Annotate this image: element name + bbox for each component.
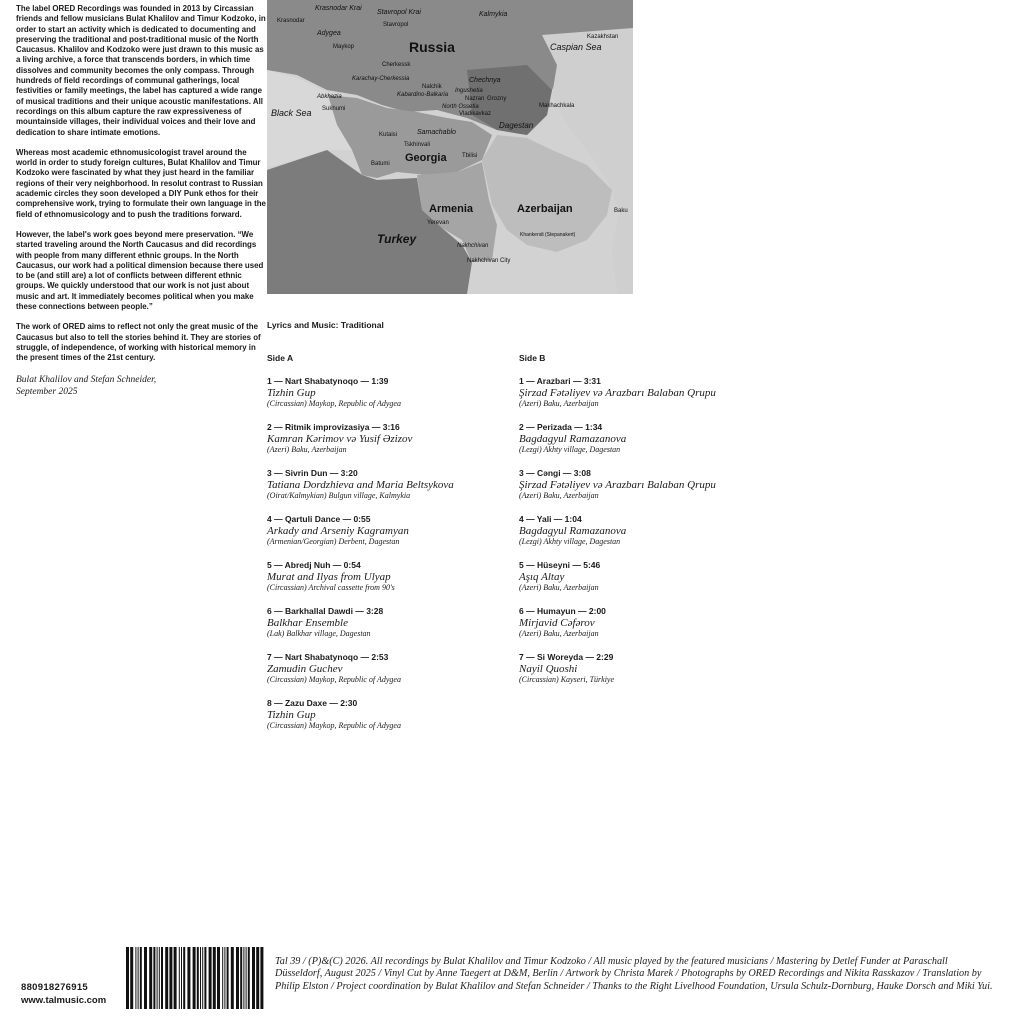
barcode-bar	[260, 947, 263, 1009]
city-nalchik: Nalchik	[422, 84, 442, 90]
barcode-bar	[248, 947, 250, 1009]
track-item	[519, 560, 769, 606]
track-item	[267, 514, 517, 560]
barcode-bar	[149, 947, 152, 1009]
track-location: (Azeri) Baku, Azerbaijan	[267, 445, 347, 454]
track-artist: Bagdagyul Ramazanova	[519, 525, 627, 537]
track-item	[519, 376, 769, 422]
track-location: (Lak) Balkhar village, Dagestan	[267, 629, 371, 638]
barcode-bar	[161, 947, 163, 1009]
barcode-bar	[183, 947, 185, 1009]
barcode-bar	[209, 947, 212, 1009]
label-north-ossetia: North Ossetia	[442, 104, 479, 110]
label-karachay: Karachay-Cherkessia	[352, 76, 410, 82]
city-stavropol: Stavropol	[383, 22, 409, 28]
website-link: www.talmusic.com	[21, 995, 107, 1006]
essay-column	[16, 4, 266, 398]
barcode-bar	[144, 947, 147, 1009]
caucasus-map	[267, 0, 633, 294]
track-title: 7 — Nart Shabatynoqo — 2:53	[267, 652, 389, 662]
barcode-bar	[174, 947, 177, 1009]
track-item	[267, 422, 517, 468]
city-vladikavkaz: Vladikavkaz	[459, 111, 492, 117]
track-title: 5 — Hüseyni — 5:46	[519, 560, 601, 570]
track-title: 4 — Yali — 1:04	[519, 514, 582, 524]
label-georgia: Georgia	[405, 152, 447, 164]
track-location: (Azeri) Baku, Azerbaijan	[519, 629, 599, 638]
label-dagestan: Dagestan	[499, 121, 534, 130]
track-artist: Aşıq Altay	[519, 571, 565, 583]
essay-paragraph-3: However, the label's work goes beyond mere preservation. “We started traveling around the North Caucasus and did recordings with people from many different ethnic groups. In the North Caucasus, our work had a political dimension because there used to be (and still are) a lot of conflicts between different ethnic groups. We quickly understood that our work is not just about music and art. It immediately becomes political when you make these connections between people.”	[16, 229, 264, 312]
track-artist: Kamran Kərimov və Yusif Əzizov	[267, 433, 413, 445]
barcode-bar	[169, 947, 172, 1009]
track-artist: Tizhin Gup	[267, 387, 316, 399]
barcode-bar	[140, 947, 142, 1009]
track-location: (Azeri) Baku, Azerbaijan	[519, 491, 599, 500]
track-location: (Circassian) Archival cassette from 90's	[267, 583, 395, 592]
barcode-bar	[231, 947, 234, 1009]
track-artist: Tizhin Gup	[267, 709, 316, 721]
label-kazakhstan: Kazakhstan	[587, 34, 619, 40]
track-title: 5 — Abredj Nuh — 0:54	[267, 560, 361, 570]
track-item	[267, 698, 517, 744]
label-krasnodar-krai: Krasnodar Krai	[315, 5, 362, 12]
city-kutaisi: Kutaisi	[379, 132, 398, 138]
track-title: 8 — Zazu Daxe — 2:30	[267, 698, 358, 708]
label-russia: Russia	[409, 39, 455, 55]
track-artist: Arkady and Arseniy Kagramyan	[267, 525, 409, 537]
track-artist: Tatiana Dordzhieva and Maria Beltsykova	[267, 479, 454, 491]
barcode-bar	[187, 947, 190, 1009]
track-artist: Şirzad Fətəliyev və Arazbarı Balaban Qrupu	[519, 387, 716, 399]
track-title: 6 — Barkhallal Dawdi — 3:28	[267, 606, 384, 616]
track-location: (Circassian) Kayseri, Türkiye	[519, 675, 615, 684]
essay-paragraph-1: The label ORED Recordings was founded in 2013 by Circassian friends and fellow musicians Bulat Khalilov and Timur Kodzoko, in order to start an activity which is dedicated to documenting and preserving the traditional and post-traditional music of the North Caucasus. Khalilov and Kodzoko were just drawn to this music as a living archive, a force that transcends borders, in which time dissolves and community becomes the only compass. Through hundreds of field recordings of communal gatherings, local festivities or family meetings, the label has captured a wide range of musical traditions and their unique acoustic manifestations. All recordings on this album capture the raw expressiveness of mountainside villages, their individual voices and their love and dedication to share intimate emotions.	[16, 4, 266, 137]
side-b-tracks	[519, 376, 769, 698]
track-title: 2 — Perizada — 1:34	[519, 422, 603, 432]
barcode-bar	[126, 947, 129, 1009]
label-turkey: Turkey	[377, 232, 417, 246]
track-artist: Nayil Quoshi	[519, 663, 578, 675]
label-caspian-sea: Caspian Sea	[550, 42, 602, 52]
track-title: 2 — Ritmik improvizasiya — 3:16	[267, 422, 400, 432]
signature-line-2: September 2025	[16, 386, 78, 397]
barcode-bar	[138, 947, 139, 1009]
city-cherkessk: Cherkessk	[382, 62, 411, 68]
city-makhachkala: Makhachkala	[539, 103, 575, 109]
barcode-bar	[197, 947, 199, 1009]
label-black-sea: Black Sea	[271, 108, 312, 118]
footer-credits: Tal 39 / (P)&(C) 2026. All recordings by Bulat Khalilov and Timur Kodzoko / All music played by the featured musicians / Mastering by Detlef Funder at Paraschall Düsseldorf, August 2025 / Vinyl Cut by Anne Taegert at D&M, Berlin / Artwork by Christa Marek / Photographs by ORED Recordings and Nikita Rasskazov / Translation by Philip Elston / Project coordination by Bulat Khalilov and Stefan Schneider / Thanks to the Right Livelhood Foundation, Ursula Schulz-Dornburg, Hauke Dorsch and Miki Yui.	[275, 956, 993, 992]
label-stavropol-krai: Stavropol Krai	[377, 9, 421, 16]
essay-paragraph-4: The work of ORED aims to reflect not only the great music of the Caucasus but also to tell the stories behind it. They are stories of struggle, of independence, of working with historical memory in the present times of the 21st century.	[16, 322, 261, 363]
track-artist: Murat and Ilyas from Ulyap	[267, 571, 391, 583]
lyrics-credit: Lyrics and Music: Traditional	[267, 320, 384, 330]
city-maykop: Maykop	[333, 44, 355, 50]
city-grozny: Grozny	[487, 96, 507, 102]
track-artist: Bagdagyul Ramazanova	[519, 433, 627, 445]
barcode-bar	[243, 947, 244, 1009]
barcode-bar	[153, 947, 155, 1009]
city-nakhchivan: Nakhchivan City	[467, 258, 511, 264]
city-nazran: Nazran	[465, 96, 485, 102]
track-location: (Lezgi) Akhty village, Dagestan	[519, 445, 621, 454]
track-artist: Şirzad Fətəliyev və Arazbarı Balaban Qrupu	[519, 479, 716, 491]
track-location: (Lezgi) Akhty village, Dagestan	[519, 537, 621, 546]
barcode-bar	[130, 947, 133, 1009]
barcode-bar	[135, 947, 136, 1009]
city-khankendi: Khankendi (Stepanakert)	[520, 232, 576, 238]
city-baku: Baku	[614, 208, 628, 214]
barcode-bar	[202, 947, 203, 1009]
label-ingushetia: Ingushetia	[455, 88, 483, 94]
track-title: 1 — Nart Shabatynoqo — 1:39	[267, 376, 389, 386]
barcode-bar	[179, 947, 180, 1009]
barcode	[124, 947, 264, 1009]
barcode-bar	[222, 947, 223, 1009]
track-title: 1 — Arazbari — 3:31	[519, 376, 601, 386]
track-title: 3 — Cəngi — 3:08	[519, 468, 591, 478]
label-kalmykia: Kalmykia	[479, 11, 508, 18]
label-kabardino: Kabardino-Balkaria	[397, 92, 449, 98]
track-location: (Circassian) Maykop, Republic of Adygea	[267, 675, 401, 684]
track-title: 6 — Humayun — 2:00	[519, 606, 606, 616]
side-b-title: Side B	[519, 353, 546, 363]
essay-paragraph-2: Whereas most academic ethnomusicologist travel around the world in order to study foreign cultures, Bulat Khalilov and Timur Kodzoko were fascinated by what they just heard in the familiar regions of their very neighborhood. In resolut contrast to Russian academic circles they soon developed a DIY Punk ethos for their comprehensive work, trying to formulate their own language in the field of ethnomusicology and to push the traditions forward.	[16, 147, 266, 219]
track-location: (Circassian) Maykop, Republic of Adygea	[267, 399, 401, 408]
signature-line-1: Bulat Khalilov and Stefan Schneider,	[16, 374, 157, 385]
side-a-title: Side A	[267, 353, 294, 363]
label-chechnya: Chechnya	[469, 77, 501, 84]
track-item	[267, 560, 517, 606]
city-batumi: Batumi	[371, 161, 390, 167]
track-item	[267, 606, 517, 652]
barcode-bar	[240, 947, 242, 1009]
barcode-bar	[200, 947, 201, 1009]
track-artist: Balkhar Ensemble	[267, 617, 348, 629]
track-location: (Azeri) Baku, Azerbaijan	[519, 583, 599, 592]
track-location: (Azeri) Baku, Azerbaijan	[519, 399, 599, 408]
track-title: 3 — Sivrin Dun — 3:20	[267, 468, 358, 478]
barcode-bar	[204, 947, 206, 1009]
track-item	[519, 606, 769, 652]
track-item	[267, 652, 517, 698]
barcode-bar	[181, 947, 182, 1009]
track-artist: Mirjavid Cəfərov	[519, 617, 595, 629]
barcode-bar	[193, 947, 196, 1009]
track-location: (Circassian) Maykop, Republic of Adygea	[267, 721, 401, 730]
barcode-bar	[252, 947, 255, 1009]
barcode-bar	[224, 947, 225, 1009]
label-samachablo: Samachablo	[417, 129, 456, 136]
barcode-bar	[213, 947, 216, 1009]
side-a-tracks	[267, 376, 517, 744]
label-nakhchivan-region: Nakhchivan	[457, 243, 489, 249]
city-yerevan: Yerevan	[427, 220, 449, 226]
catalog-number: 880918276915	[21, 982, 89, 993]
track-location: (Oirat/Kalmykian) Bulgun village, Kalmykia	[267, 491, 411, 500]
city-krasnodar: Krasnodar	[277, 18, 305, 24]
label-azerbaijan: Azerbaijan	[517, 203, 573, 215]
track-artist: Zamudin Guchev	[267, 663, 343, 675]
label-abkhazia: Abkhazia	[317, 94, 342, 100]
track-item	[519, 514, 769, 560]
barcode-bar	[165, 947, 168, 1009]
city-tbilisi: Tbilisi	[462, 153, 478, 159]
track-title: 7 — Si Woreyda — 2:29	[519, 652, 614, 662]
barcode-bar	[227, 947, 229, 1009]
map-svg	[267, 0, 633, 294]
barcode-bar	[217, 947, 220, 1009]
label-armenia: Armenia	[429, 203, 474, 215]
city-tskhinvali: Tskhinvali	[404, 142, 431, 148]
barcode-bar	[236, 947, 239, 1009]
barcode-bar	[157, 947, 158, 1009]
track-item	[519, 652, 769, 698]
barcode-bar	[159, 947, 160, 1009]
track-item	[519, 422, 769, 468]
barcode-bar	[246, 947, 247, 1009]
label-adygea: Adygea	[317, 30, 341, 37]
track-item	[267, 376, 517, 422]
track-location: (Armenian/Georgian) Derbent, Dagestan	[267, 537, 400, 546]
signature	[16, 374, 266, 398]
barcode-bar	[256, 947, 259, 1009]
city-sukhumi: Sukhumi	[322, 106, 346, 112]
track-title: 4 — Qartuli Dance — 0:55	[267, 514, 371, 524]
track-item	[267, 468, 517, 514]
track-item	[519, 468, 769, 514]
